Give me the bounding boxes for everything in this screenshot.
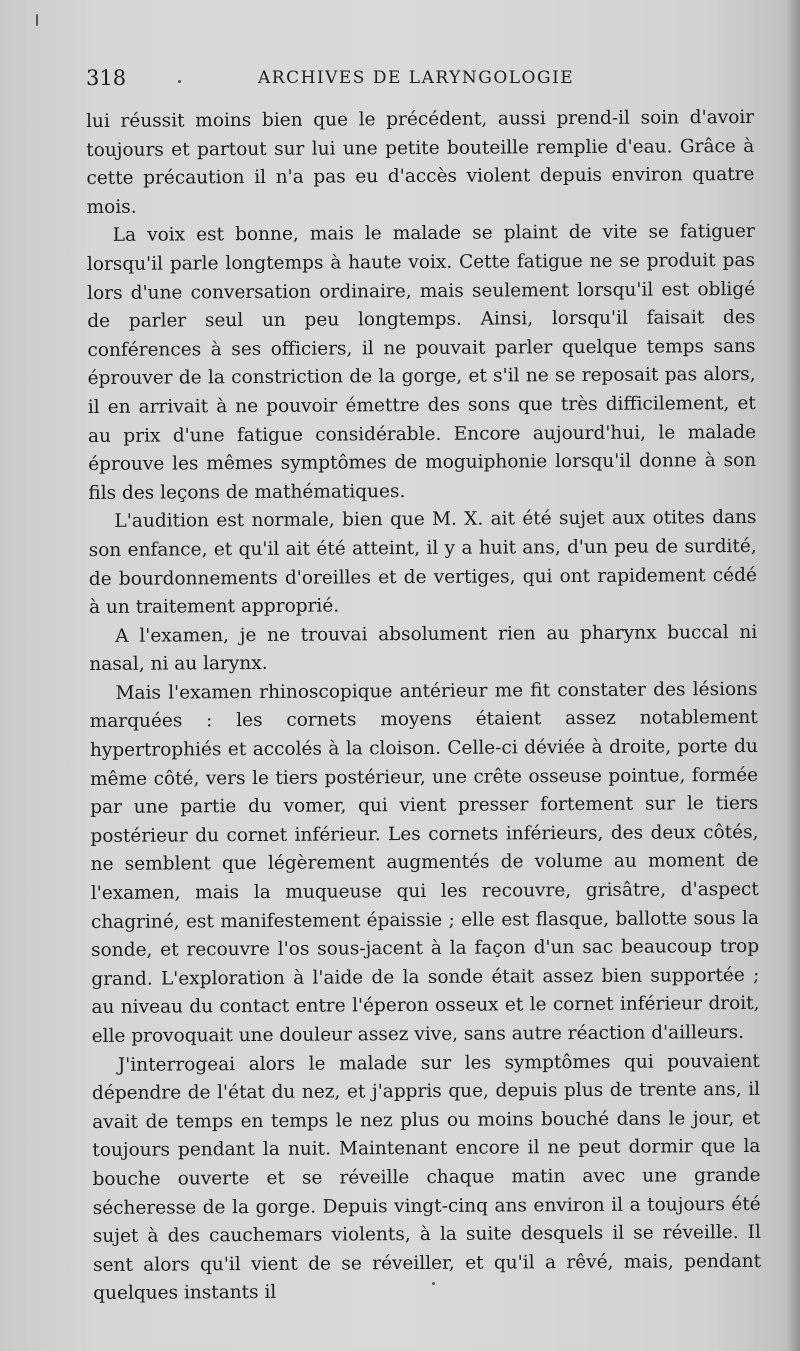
body-text [86,104,761,1309]
print-speck [178,80,181,83]
page-edge-shadow [786,0,800,1351]
paragraph-examination: A l'examen, je ne trouvai absolument rien au pharynx buccal ni nasal, ni au larynx. [89,621,758,676]
print-speck [432,1282,435,1285]
paragraph-rhinoscopy: Mais l'examen rhinoscopique antérieur me fit constater des lésions marquées : les cornets moyens étaient assez notablement hypertrophiés et accolés à la cloison. Celle-ci déviée à droite, porte du même côté, vers le tiers postérieur, une crête osseuse pointue, formée par une partie du vomer, qui vient presser fortement sur le tiers postérieur du cornet inférieur. Les cornets inférieurs, des deux côtés, ne semblent que légèrement augmentés de volume au moment de l'examen, mais la muqueuse qui les recouvre, grisâtre, d'aspect chagriné, est manifestement épaissie ; elle est flasque, ballotte sous la sonde, et recouvre l'os sous-jacent à la façon d'un sac beaucoup trop grand. L'exploration à l'aide de la sonde était assez bien supportée ; au niveau du contact entre l'éperon osseux et le cornet inférieur droit, elle provoquait une douleur assez vive, sans autre réaction d'ailleurs. [89,678,760,1047]
page-header [86,66,758,96]
paragraph-hearing: L'audition est normale, bien que M. X. ait été sujet aux otites dans son enfance, et qu'il ait été atteint, il y a huit ans, d'un peu de surdité, de bourdonnements d'oreilles et de vertiges, qui ont rapidement cédé à un traitement approprié. [88,507,757,619]
running-head: ARCHIVES DE LARYNGOLOGIE [258,68,575,88]
paragraph-voice: La voix est bonne, mais le malade se plaint de vite se fatiguer lorsqu'il parle longtemps à haute voix. Cette fatigue ne se produit pas lors d'une conversation ordinaire, mais seulement lorsqu'il est obligé de parler seul un peu longtemps. Ainsi, lorsqu'il faisait des conférences à ses officiers, il ne pouvait parler quelque temps sans éprouver de la constriction de la gorge, et s'il ne se reposait pas alors, il en arrivait à ne pouvoir émettre des sons que très difficilement, et au prix d'une fatigue considérable. Encore aujourd'hui, le malade éprouve les mêmes symptômes de moguiphonie lorsqu'il donne à son fils des leçons de mathématiques. [86,221,757,504]
page-number: 318 [86,66,127,90]
paragraph-continuation: lui réussit moins bien que le précédent, aussi prend-il soin d'avoir toujours et partout sur lui une petite bouteille remplie d'eau. Grâce à cette précaution il n'a pas eu d'accès violent depuis environ quatre mois. [86,106,755,218]
paragraph-interrogation: J'interrogeai alors le malade sur les symptômes qui pouvaient dépendre de l'état du nez, et j'appris que, depuis plus de trente ans, il avait de temps en temps le nez plus ou moins bouché dans le jour, et toujours pendant la nuit. Maintenant encore il ne peut dormir que la bouche ouverte et se réveille chaque matin avec une grande sécheresse de la gorge. Depuis vingt-cinq ans environ il a toujours été sujet à des cauchemars violents, à la suite desquels il se réveille. Il sent alors qu'il vient de se réveiller, et qu'il a rêvé, mais, pendant quelques instants il [91,1050,762,1305]
print-speck [36,14,38,26]
